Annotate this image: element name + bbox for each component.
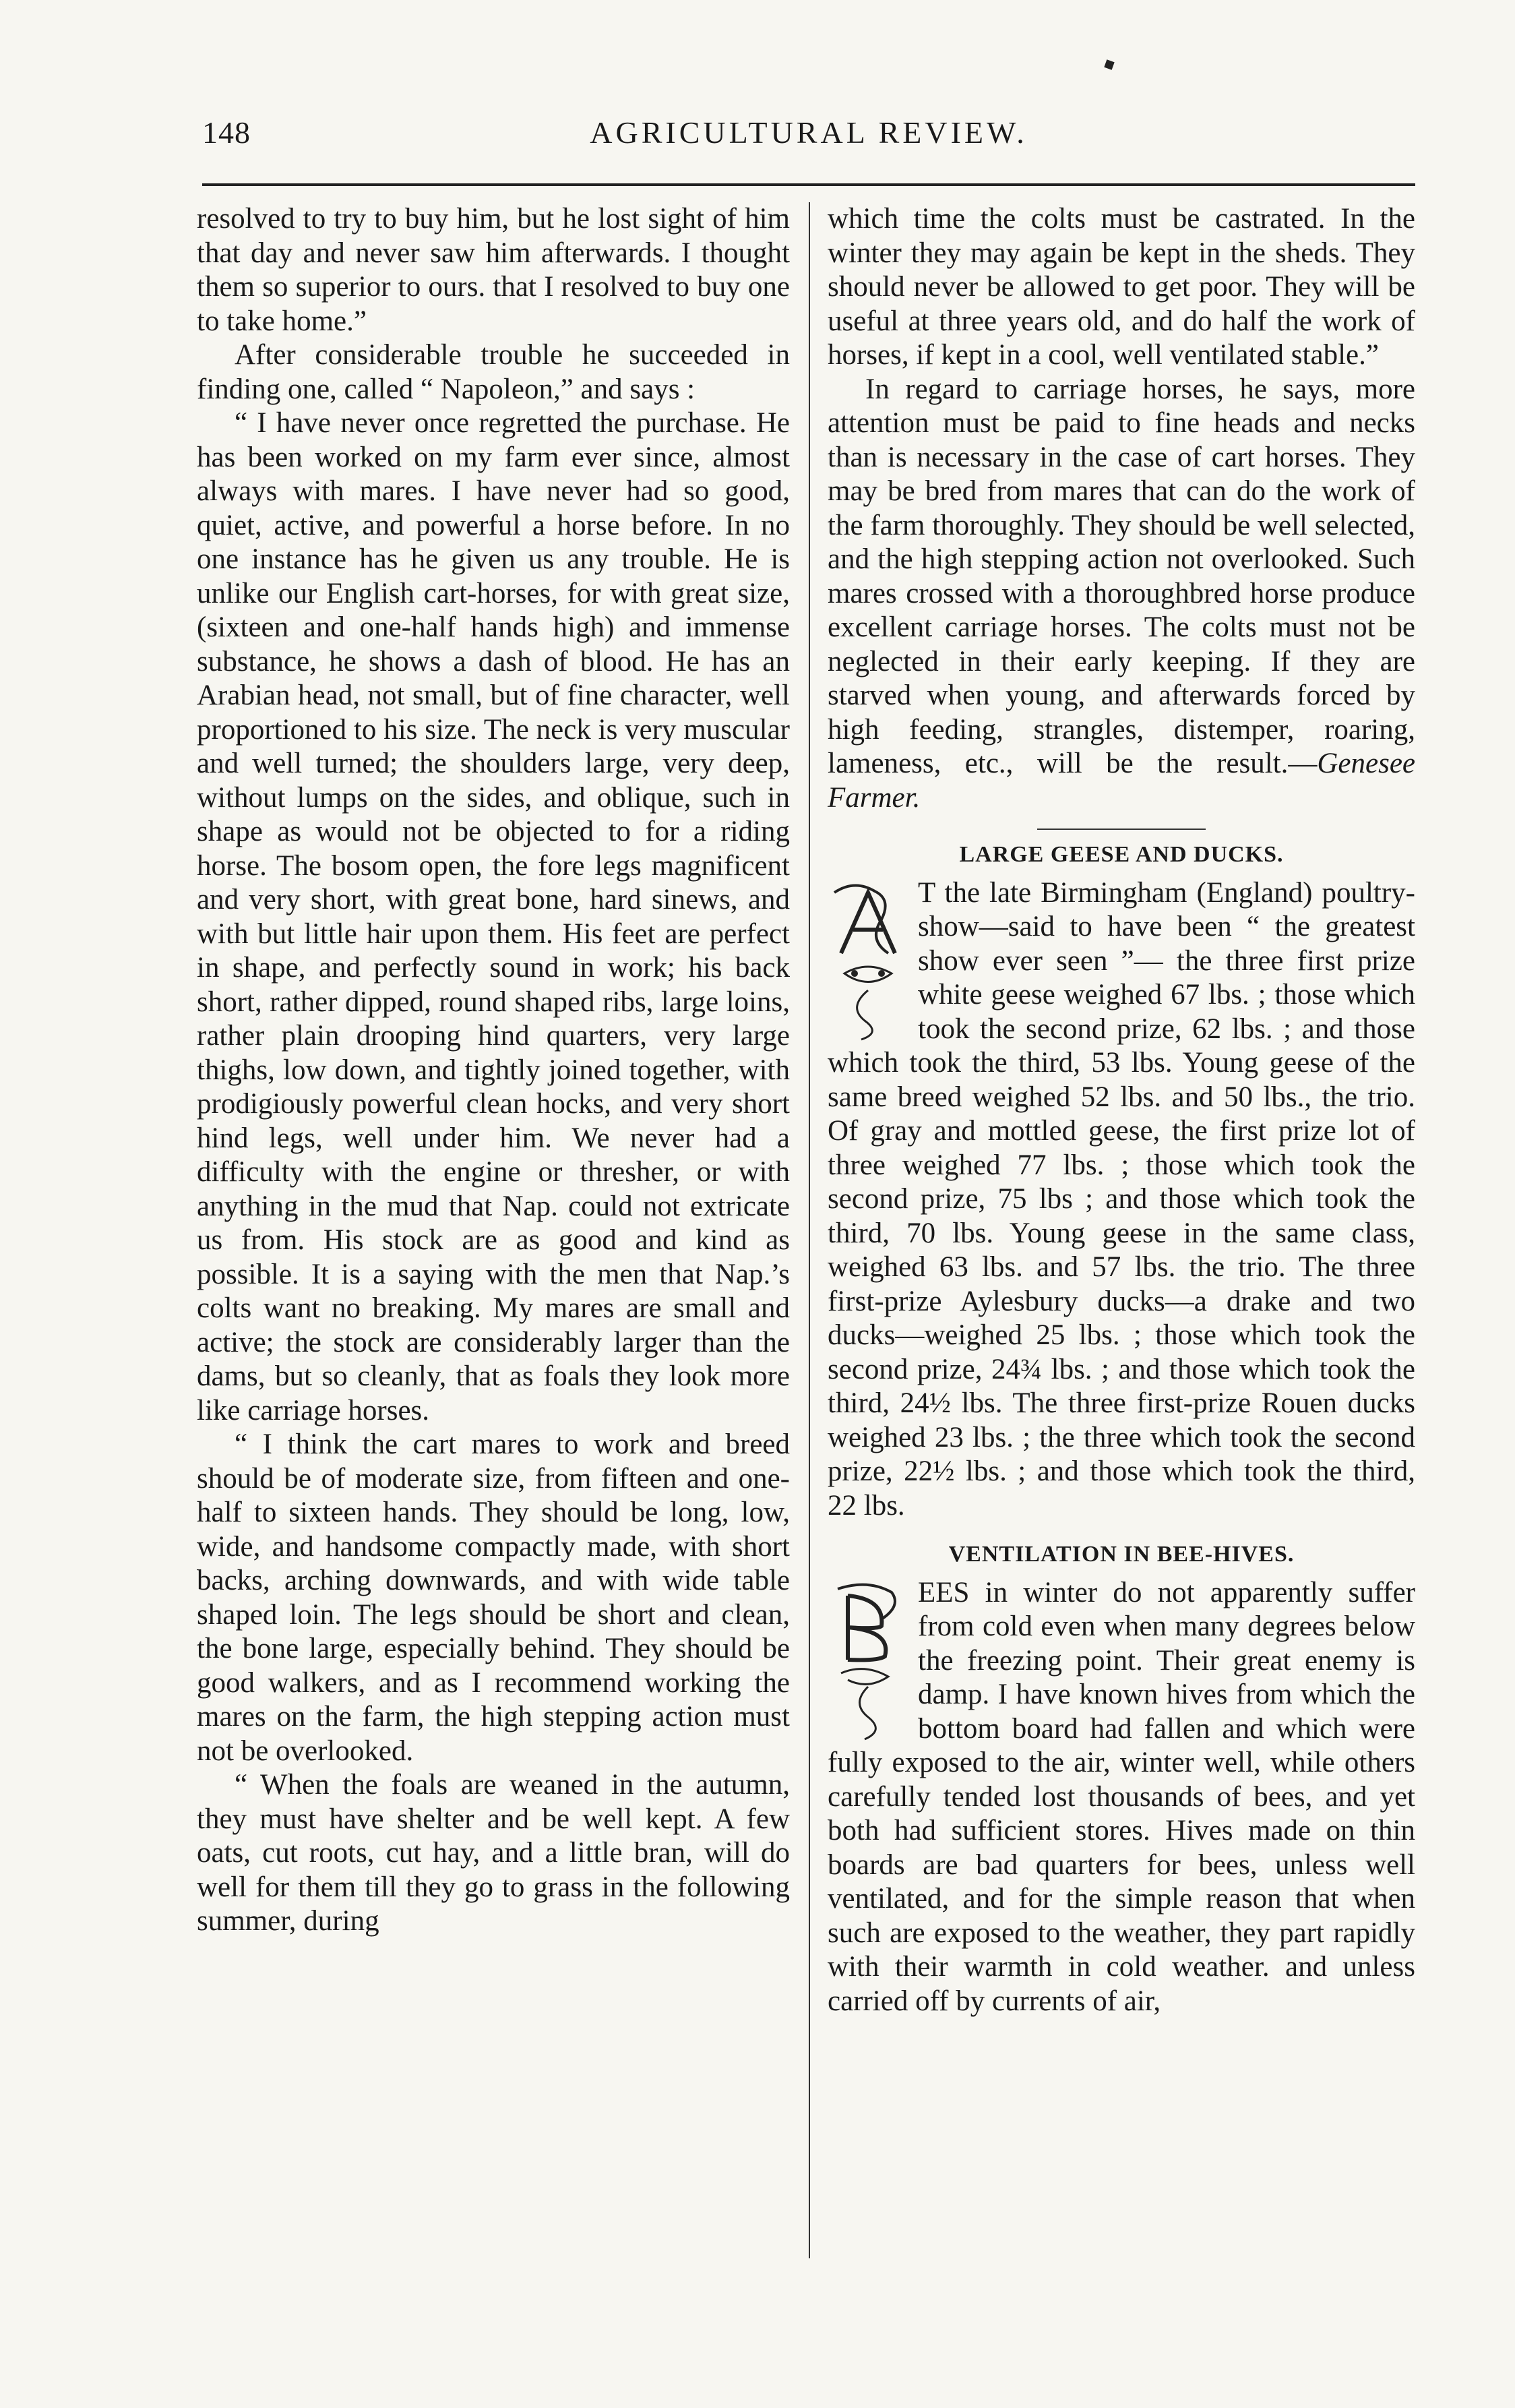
paragraph-text: In regard to carriage horses, he says, more attention must be paid to fine heads and necks than is necessary in the case of cart horses. They may be bred from mares that can do the work of the farm thoroughly. They should be well selected, and the high stepping action not overlooked. Such mares crossed with a thoroughbred horse produce excellent carriage horses. The colts must not be neglected in their early keeping. If they are starved when young, and afterwards forced by high feeding, strangles, distemper, roaring, lameness, etc., will be the result.— [828,373,1415,779]
geese-article [828,876,1415,1524]
ornamental-initial-a-icon [828,879,908,1041]
ink-speck [1104,59,1114,69]
paragraph: T the late Birmingham (England) poultry-show—said to have been “ the greatest show ever seen ”— the three first prize white geese weighed 67 lbs. ; those which took the second prize, 62 lbs. ; and those which took the third, 53 lbs. Young geese of the same breed weighed 52 lbs. and 50 lbs., the trio. Of gray and mottled geese, the first prize lot of three weighed 77 lbs. ; those which took the second prize, 75 lbs ; and those which took the third, 70 lbs. Young geese in the same class, weighed 63 lbs. and 57 lbs. the trio. The three first-prize Aylesbury ducks—a drake and two ducks—weighed 25 lbs. ; those which took the second prize, 24¾ lbs. ; and those which took the third, 24½ lbs. The three first-prize Rouen ducks weighed 23 lbs. ; the three which took the second prize, 22½ lbs. ; and those which took the third, 22 lbs. [828,876,1415,1522]
column-divider [809,202,810,2258]
bees-article [828,1576,1415,2019]
paragraph: resolved to try to buy him, but he lost sight of him that day and never saw him afterwards. I thought them so superior to ours. that I resolved to buy one to take home.” [197,203,790,337]
running-title: AGRICULTURAL REVIEW. [590,115,1028,150]
ornamental-initial-b-icon [828,1579,908,1741]
section-rule [1037,829,1206,830]
paragraph: EES in winter do not apparently suffer from cold even when many degrees below the freezing point. Their great enemy is damp. I have known hives from which the bottom board had fallen and which were fully exposed to the air, winter well, while others carefully tended lost thousands of bees, and yet both had sufficient stores. Hives made on thin boards are bad quarters for bees, unless well ventilated, and for the simple reason that when such are exposed to the weather, they part rapidly with their warmth in cold weather. and unless carried off by currents of air, [828,1576,1415,2017]
paragraph: “ I have never once regretted the purchase. He has been worked on my farm ever since, almost always with mares. I have never had so good, quiet, active, and powerful a horse before. In no one instance has he given us any trouble. He is unlike our English cart-horses, for with great size, (sixteen and one-half hands high) and immense substance, he shows a dash of blood. He has an Arabian head, not small, but of fine character, well proportioned to his size. The neck is very muscular and well turned; the shoulders large, very deep, without lumps on the sides, and oblique, such in shape as would not be objected to for a riding horse. The bosom open, the fore legs magnificent and very short, with great bone, hard sinews, and with but little hair upon them. His feet are perfect in shape, and perfectly sound in work; his back short, rather dipped, round shaped ribs, large loins, rather plain drooping hind quarters, very large thighs, low down, and tightly joined together, with prodigiously powerful clean hocks, and very short hind legs, well under him. We never had a difficulty with the engine or thresher, or with anything in the mud that Nap. could not extricate us from. His stock are as good and kind as possible. It is a saying with the men that Nap.’s colts want no breaking. My mares are small and active; the stock are considerably larger than the dams, but so cleanly, that as foals they look more like carriage horses. [197,407,790,1426]
paragraph: “ When the foals are weaned in the autumn, they must have shelter and be well kept. A few oats, cut roots, cut hay, and a little bran, will do well for them till they go to grass in the following summer, during [197,1769,790,1937]
paragraph: After considerable trouble he succeeded in finding one, called “ Napoleon,” and says : [197,339,790,405]
paragraph: “ I think the cart mares to work and breed should be of moderate size, from fifteen and one-half to sixteen hands. They should be long, low, wide, and handsome compactly made, with short backs, arching downwards, and with wide table shaped loin. The legs should be short and clean, the bone large, especially behind. They should be good walkers, and as I recommend working the mares on the farm, the high stepping action must not be overlooked. [197,1428,790,1767]
paragraph-with-attribution [828,373,1415,816]
page-number: 148 [202,115,251,150]
page-header [202,115,1415,162]
section-heading-geese: LARGE GEESE AND DUCKS. [959,842,1284,867]
left-column [197,202,790,2279]
section-heading-bees: VENTILATION IN BEE-HIVES. [948,1542,1295,1567]
paragraph: which time the colts must be castrated. In the winter they may again be kept in the sheds. They should never be allowed to get poor. They will be useful at three years old, and do half the work of horses, if kept in a cool, well ventilated stable.” [828,203,1415,371]
attribution: Genesee Farmer. [828,748,1415,814]
header-rule [202,183,1415,186]
right-column [828,202,1415,2279]
